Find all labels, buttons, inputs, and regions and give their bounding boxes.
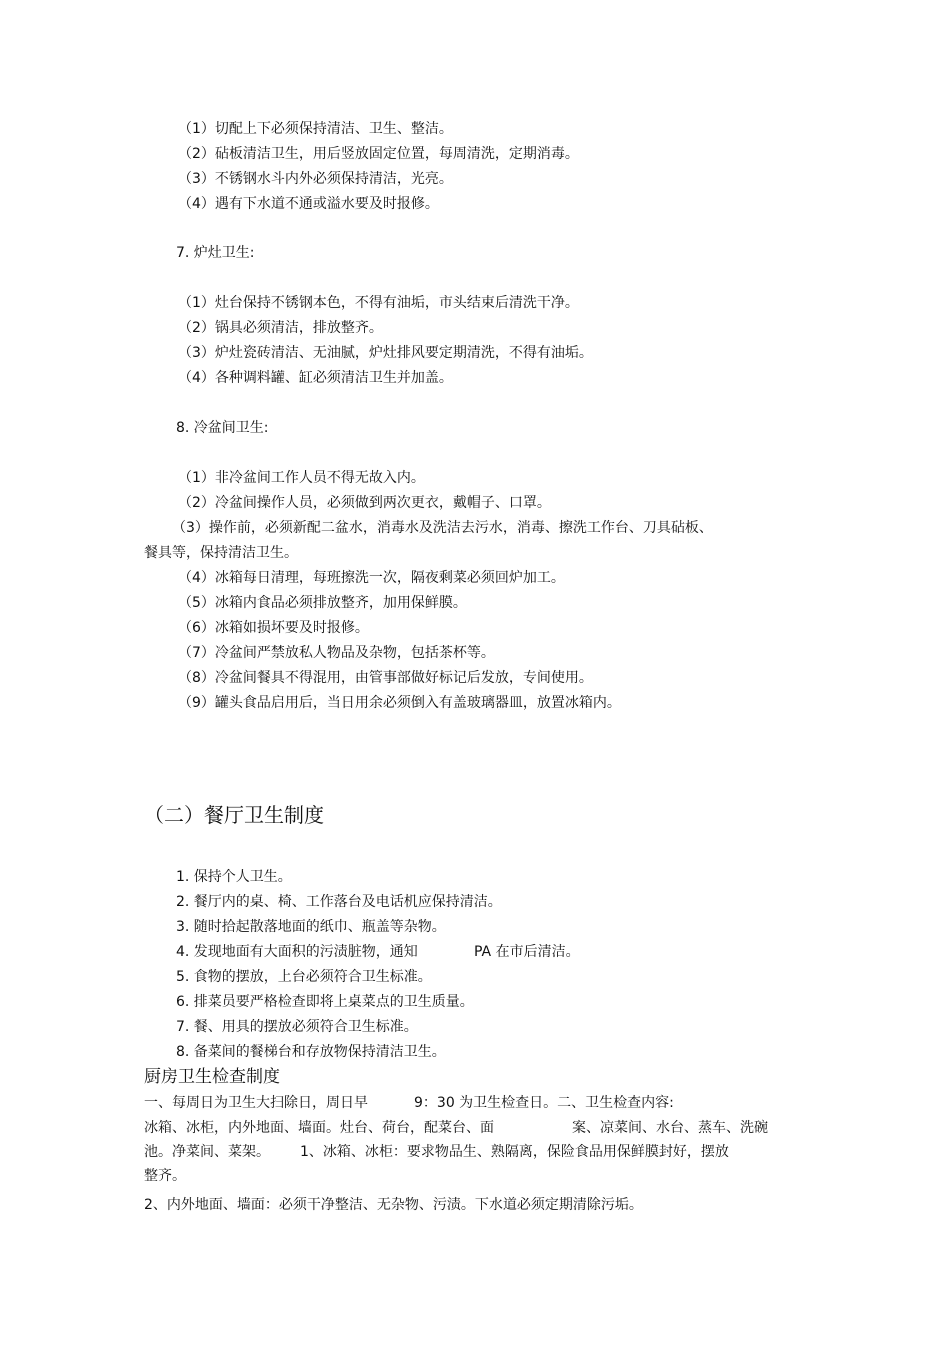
cold-item-5: （5）冰箱内食品必须排放整齐，加用保鲜膜。 <box>178 595 467 611</box>
stove-item-2: （2）锅具必须清洁，排放整齐。 <box>178 320 383 336</box>
inspection-line-4: 整齐。 <box>144 1168 186 1184</box>
prep-item-4: （4）遇有下水道不通或溢水要及时报修。 <box>178 196 439 212</box>
cold-item-3-cont: 餐具等，保持清洁卫生。 <box>144 545 298 561</box>
prep-item-3: （3）不锈钢水斗内外必须保持清洁，光亮。 <box>178 171 453 187</box>
restaurant-item-2: 2. 餐厅内的桌、椅、工作落台及电话机应保持清洁。 <box>176 894 502 910</box>
prep-item-1: （1）切配上下必须保持清洁、卫生、整洁。 <box>178 121 453 137</box>
restaurant-item-3: 3. 随时拾起散落地面的纸巾、瓶盖等杂物。 <box>176 919 446 935</box>
inspection-line-2b: 案、凉菜间、水台、蒸车、洗碗 <box>572 1120 768 1136</box>
restaurant-item-6: 6. 排菜员要严格检查即将上桌菜点的卫生质量。 <box>176 994 474 1010</box>
inspection-line-1a: 一、每周日为卫生大扫除日，周日早 <box>144 1095 368 1111</box>
cold-item-1: （1）非冷盆间工作人员不得无故入内。 <box>178 470 425 486</box>
inspection-line-3a: 池。净菜间、菜架。 <box>144 1144 270 1160</box>
cold-item-7: （7）冷盆间严禁放私人物品及杂物，包括茶杯等。 <box>178 645 495 661</box>
cold-item-3: （3）操作前，必须新配二盆水，消毒水及洗洁去污水，消毒、擦洗工作台、刀具砧板、 <box>172 520 713 536</box>
inspection-line-2a: 冰箱、冰柜，内外地面、墙面。灶台、荷台，配菜台、面 <box>144 1120 494 1136</box>
cold-item-6: （6）冰箱如损坏要及时报修。 <box>178 620 369 636</box>
cold-item-2: （2）冷盆间操作人员，必须做到两次更衣，戴帽子、口罩。 <box>178 495 551 511</box>
restaurant-item-5: 5. 食物的摆放，上台必须符合卫生标准。 <box>176 969 432 985</box>
cold-heading: 8. 冷盆间卫生: <box>176 420 269 436</box>
stove-heading: 7. 炉灶卫生: <box>176 245 255 261</box>
inspection-section-title: 厨房卫生检查制度 <box>144 1067 280 1087</box>
restaurant-item-4-cont: PA 在市后清洁。 <box>474 944 580 960</box>
cold-item-9: （9）罐头食品启用后，当日用余必须倒入有盖玻璃器皿，放置冰箱内。 <box>178 695 621 711</box>
inspection-line-3b: 1、冰箱、冰柜：要求物品生、熟隔离，保险食品用保鲜膜封好，摆放 <box>300 1144 729 1160</box>
inspection-line-1b: 9：30 为卫生检查日。二、卫生检查内容: <box>414 1095 674 1111</box>
prep-item-2: （2）砧板清洁卫生，用后竖放固定位置，每周清洗，定期消毒。 <box>178 146 579 162</box>
restaurant-item-1: 1. 保持个人卫生。 <box>176 869 292 885</box>
stove-item-3: （3）炉灶瓷砖清洁、无油腻，炉灶排风要定期清洗，不得有油垢。 <box>178 345 593 361</box>
restaurant-item-7: 7. 餐、用具的摆放必须符合卫生标准。 <box>176 1019 418 1035</box>
cold-item-8: （8）冷盆间餐具不得混用，由管事部做好标记后发放，专间使用。 <box>178 670 593 686</box>
inspection-line-5: 2、内外地面、墙面：必须干净整洁、无杂物、污渍。下水道必须定期清除污垢。 <box>144 1197 643 1213</box>
stove-item-4: （4）各种调料罐、缸必须清洁卫生并加盖。 <box>178 370 453 386</box>
restaurant-item-4: 4. 发现地面有大面积的污渍脏物，通知 <box>176 944 418 960</box>
stove-item-1: （1）灶台保持不锈钢本色，不得有油垢，市头结束后清洗干净。 <box>178 295 579 311</box>
cold-item-4: （4）冰箱每日清理，每班擦洗一次，隔夜剩菜必须回炉加工。 <box>178 570 565 586</box>
restaurant-item-8: 8. 备菜间的餐梯台和存放物保持清洁卫生。 <box>176 1044 446 1060</box>
restaurant-section-title: （二）餐厅卫生制度 <box>144 803 324 827</box>
